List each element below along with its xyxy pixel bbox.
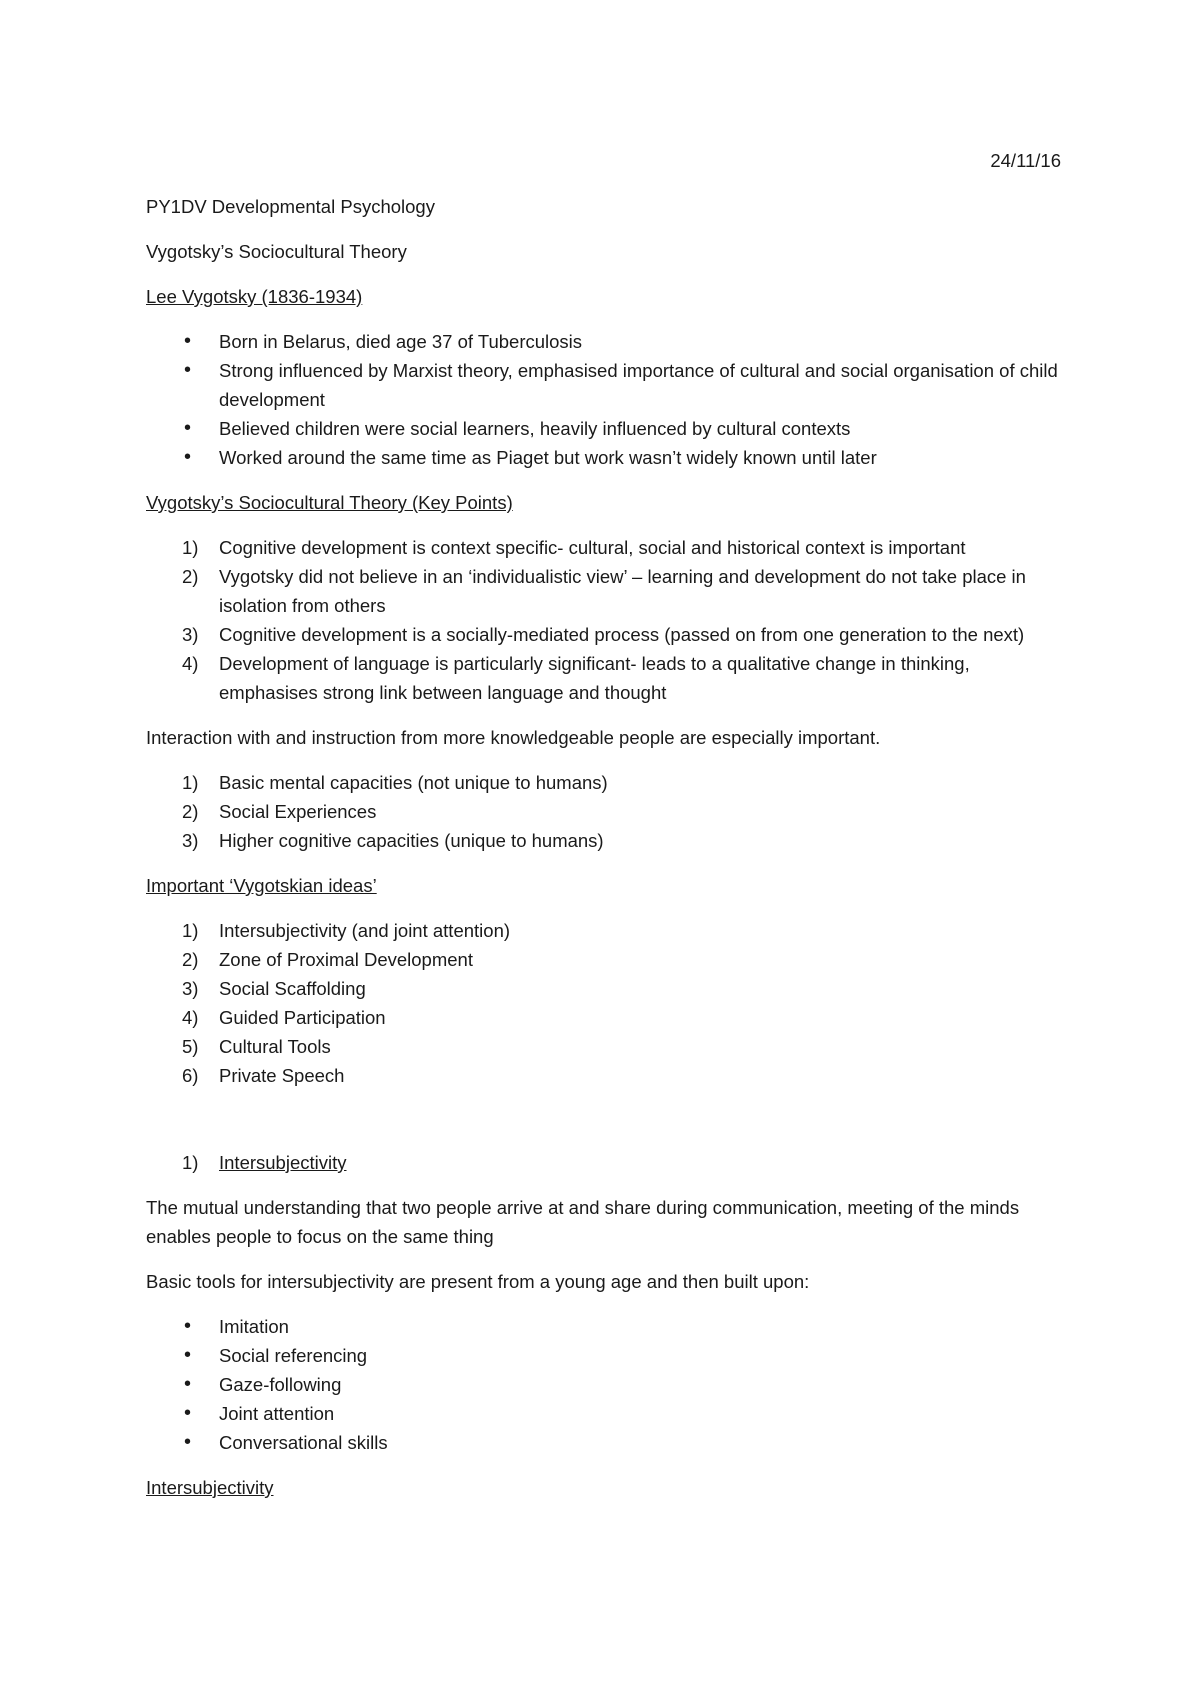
list-number: 2) [182, 801, 199, 822]
list-text: Guided Participation [219, 1007, 386, 1028]
list-number: 1) [182, 537, 199, 558]
list-item [146, 1032, 1066, 1061]
list-text: Cognitive development is a socially-mediated process (passed on from one generation to the next) [219, 624, 1025, 645]
interaction-list [146, 768, 1066, 855]
spacer [146, 1106, 1066, 1148]
intersubjectivity-definition: The mutual understanding that two people arrive at and share during communication, meeting of the minds enables people to focus on the same thing [146, 1197, 1020, 1247]
list-item: • Conversational skills [146, 1428, 1066, 1457]
course-title: PY1DV Developmental Psychology [146, 196, 435, 217]
section-heading: Intersubjectivity [219, 1152, 347, 1173]
list-text: Social Experiences [219, 801, 377, 822]
list-item: • Gaze-following [146, 1370, 1066, 1399]
interaction-text: Interaction with and instruction from more knowledgeable people are especially important. [146, 727, 881, 748]
list-number: 4) [182, 1007, 199, 1028]
list-item [146, 562, 1066, 620]
list-number: 3) [182, 978, 199, 999]
key-points-heading: Vygotsky’s Sociocultural Theory (Key Points) [146, 492, 513, 513]
list-item [146, 1061, 1066, 1090]
list-text: Higher cognitive capacities (unique to humans) [219, 830, 604, 851]
list-number: 1) [182, 920, 199, 941]
tools-intro: Basic tools for intersubjectivity are present from a young age and then built upon: [146, 1271, 810, 1292]
ideas-list [146, 916, 1066, 1090]
bio-heading: Lee Vygotsky (1836-1934) [146, 286, 363, 307]
list-item: • Strong influenced by Marxist theory, emphasised importance of cultural and social organisation of child development [146, 356, 1066, 414]
list-item: • Born in Belarus, died age 37 of Tuberculosis [146, 327, 1066, 356]
tools-list [146, 1312, 1066, 1457]
list-item [146, 826, 1066, 855]
list-item [146, 916, 1066, 945]
list-item: • Imitation [146, 1312, 1066, 1341]
footer-heading: Intersubjectivity [146, 1477, 274, 1498]
list-number: 4) [182, 653, 199, 674]
list-item: • Believed children were social learners, heavily influenced by cultural contexts [146, 414, 1066, 443]
list-number: 2) [182, 949, 199, 970]
list-text: Cognitive development is context specific- cultural, social and historical context is important [219, 537, 966, 558]
list-text: Private Speech [219, 1065, 345, 1086]
topic-title: Vygotsky’s Sociocultural Theory [146, 241, 407, 262]
list-number: 1) [182, 1152, 199, 1173]
list-number: 3) [182, 830, 199, 851]
list-item: • Worked around the same time as Piaget but work wasn’t widely known until later [146, 443, 1066, 472]
list-item: • Joint attention [146, 1399, 1066, 1428]
list-text: Development of language is particularly significant- leads to a qualitative change in thinking, emphasises strong link between language and thought [219, 653, 970, 703]
list-text: Basic mental capacities (not unique to humans) [219, 772, 608, 793]
list-text: Vygotsky did not believe in an ‘individualistic view’ – learning and development do not take place in isolation from others [219, 566, 1026, 616]
intersubjectivity-section-heading [146, 1148, 1066, 1177]
list-number: 5) [182, 1036, 199, 1057]
list-text: Social Scaffolding [219, 978, 366, 999]
list-text: Intersubjectivity (and joint attention) [219, 920, 511, 941]
list-number: 2) [182, 566, 199, 587]
list-item [146, 974, 1066, 1003]
list-item [146, 945, 1066, 974]
list-item [146, 649, 1066, 707]
list-text: Cultural Tools [219, 1036, 331, 1057]
list-text: Zone of Proximal Development [219, 949, 473, 970]
list-number: 3) [182, 624, 199, 645]
list-item [146, 768, 1066, 797]
list-number: 6) [182, 1065, 199, 1086]
list-item [146, 1148, 1066, 1177]
list-number: 1) [182, 772, 199, 793]
list-item [146, 620, 1066, 649]
list-item [146, 1003, 1066, 1032]
ideas-heading: Important ‘Vygotskian ideas’ [146, 875, 377, 896]
key-points-list [146, 533, 1066, 707]
bio-list [146, 327, 1066, 472]
date: 24/11/16 [990, 150, 1061, 171]
list-item [146, 797, 1066, 826]
document-content [146, 146, 1066, 1518]
list-item: • Social referencing [146, 1341, 1066, 1370]
list-item [146, 533, 1066, 562]
